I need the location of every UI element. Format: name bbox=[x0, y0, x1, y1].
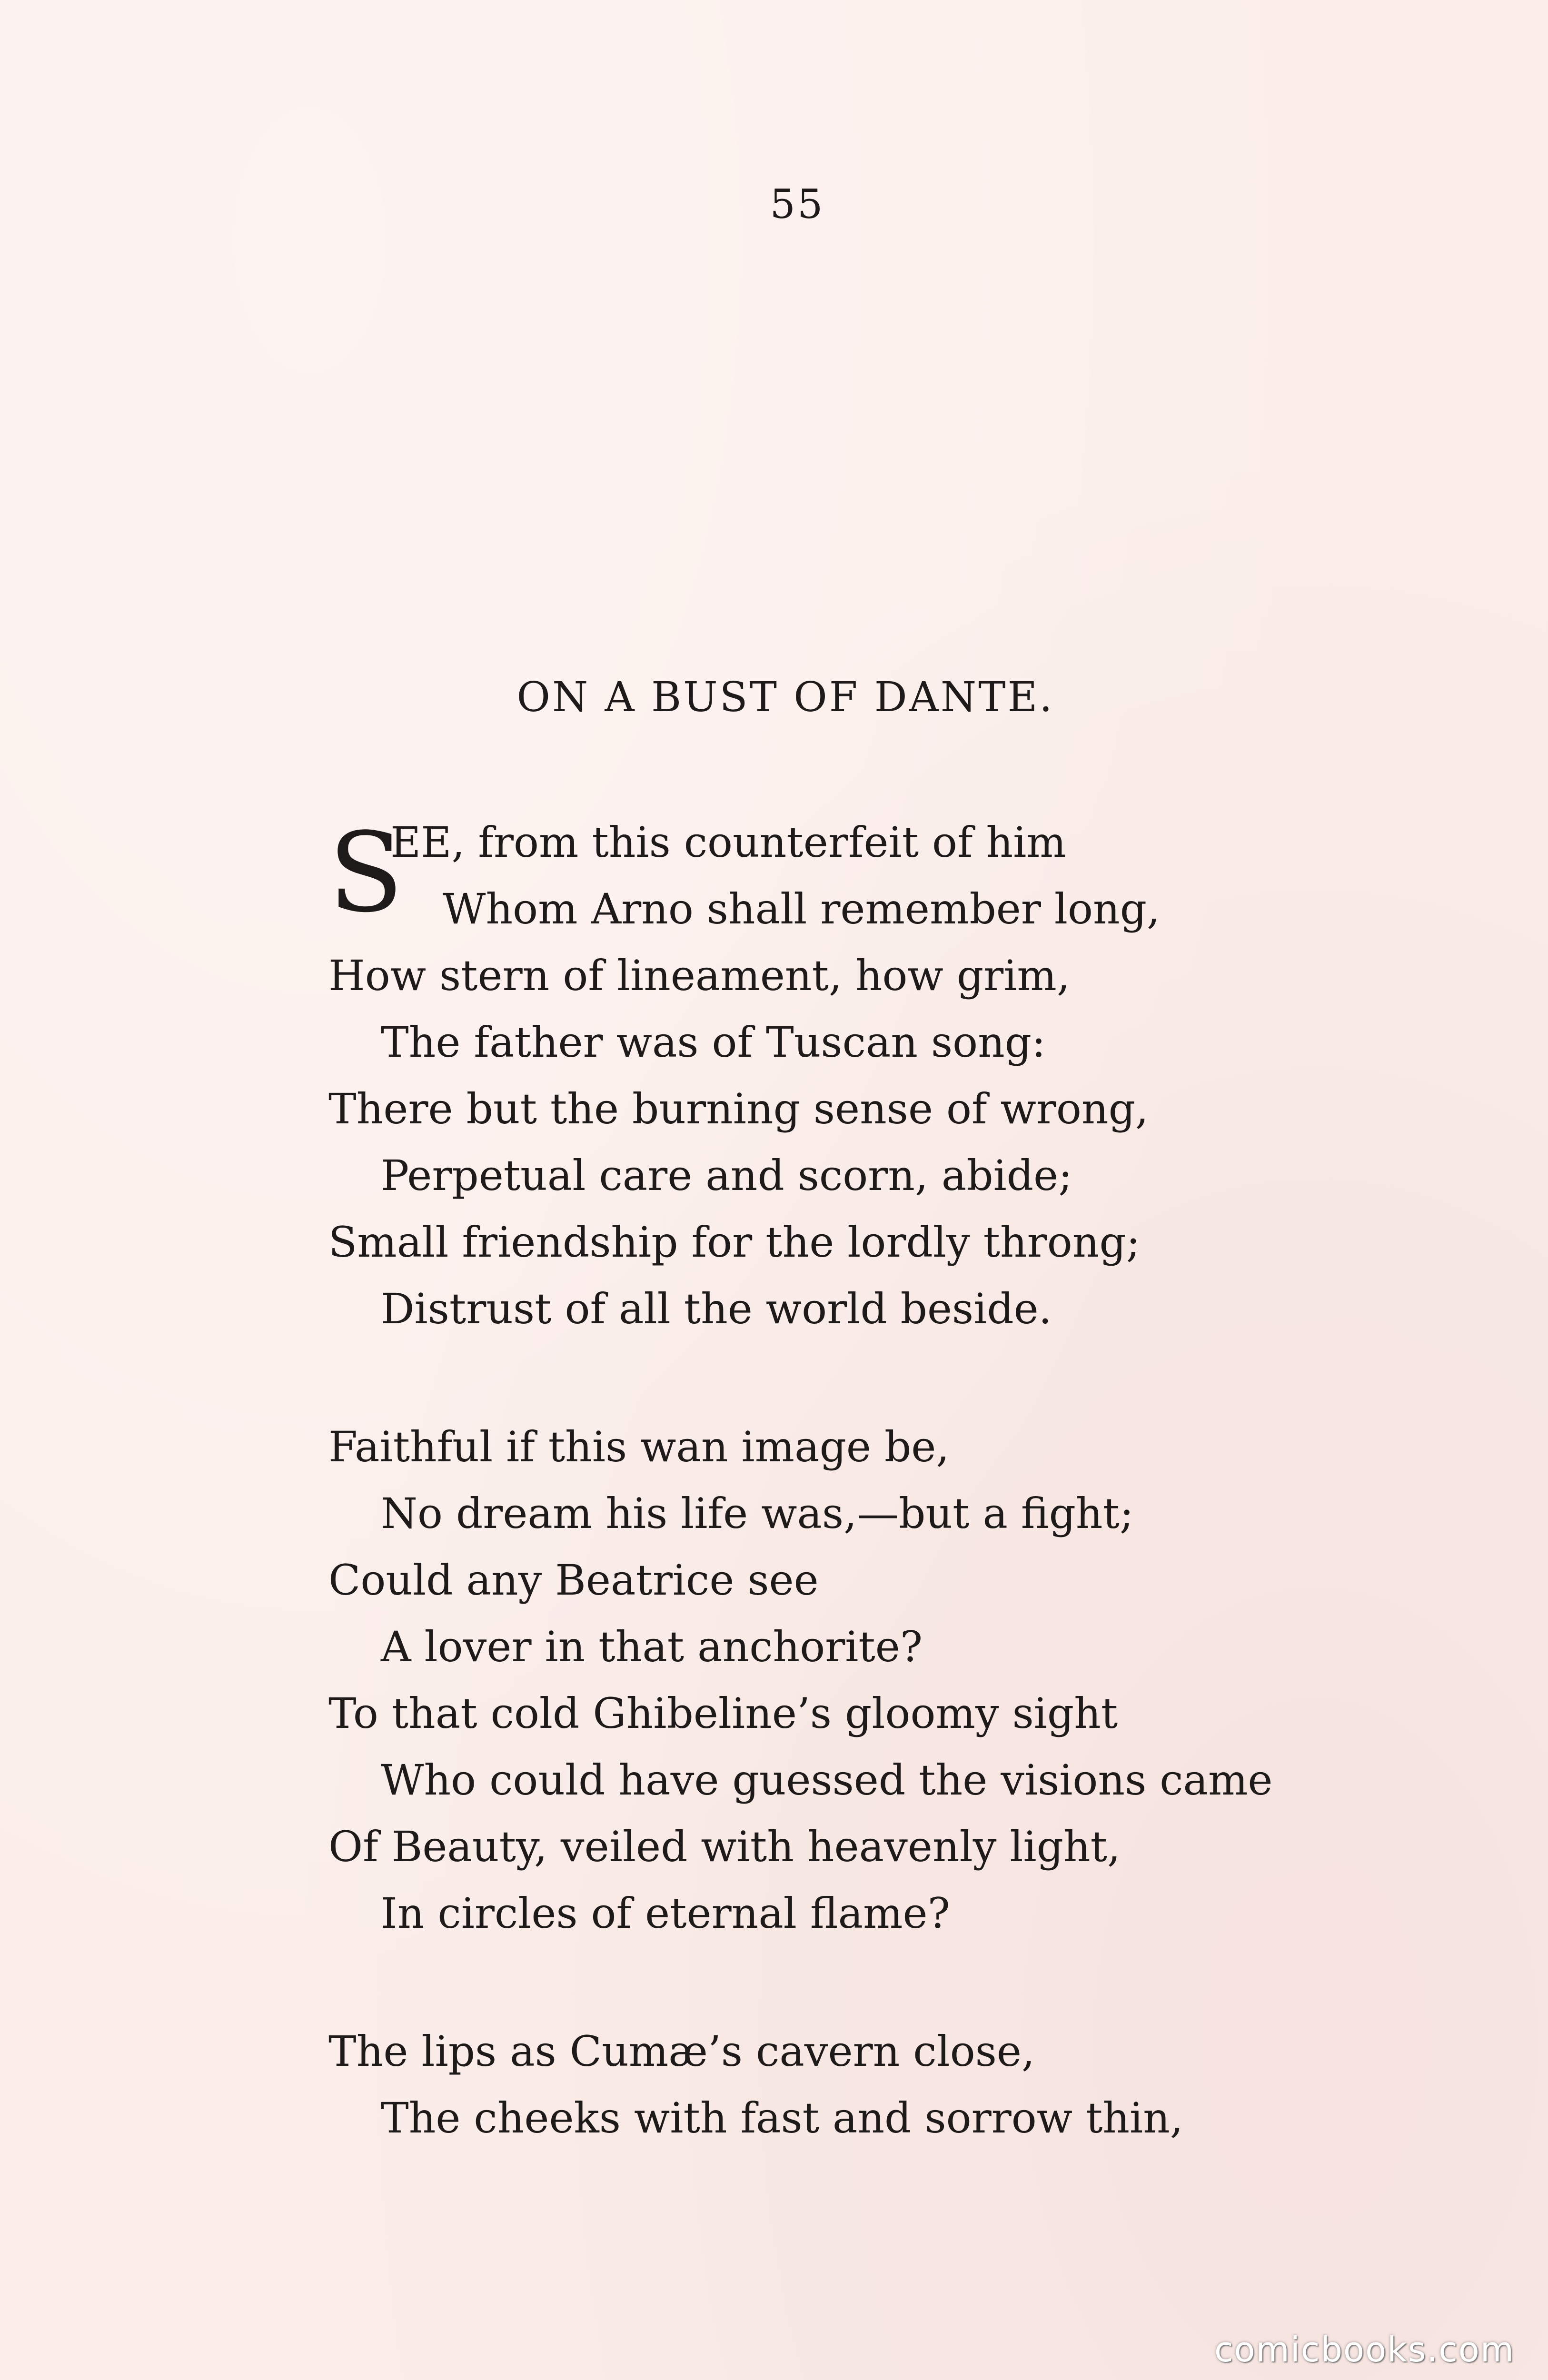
poem-line: Perpetual care and scorn, abide; bbox=[381, 1151, 1072, 1200]
poem-line: Could any Beatrice see bbox=[328, 1556, 819, 1605]
poem-line: The father was of Tuscan song: bbox=[381, 1018, 1046, 1067]
poem-line: Distrust of all the world beside. bbox=[381, 1284, 1052, 1333]
poem-line: The lips as Cumæ’s cavern close, bbox=[328, 2027, 1035, 2076]
drop-cap-letter: S bbox=[328, 810, 404, 937]
poem-line: How stern of lineament, how grim, bbox=[328, 951, 1070, 1000]
poem-line: Who could have guessed the visions came bbox=[381, 1755, 1273, 1805]
poem-line: Whom Arno shall remember long, bbox=[443, 884, 1160, 933]
poem-line: Faithful if this wan image be, bbox=[328, 1422, 950, 1471]
page-number: 55 bbox=[770, 181, 825, 228]
poem-line: A lover in that anchorite? bbox=[381, 1622, 923, 1671]
poem-line: Small friendship for the lordly throng; bbox=[328, 1218, 1141, 1267]
poem-line: No dream his life was,—but a fight; bbox=[381, 1489, 1134, 1538]
poem-line: The cheeks with fast and sorrow thin, bbox=[381, 2093, 1183, 2142]
site-watermark: comicbooks.com bbox=[1214, 2330, 1515, 2370]
poem-line: To that cold Ghibeline’s gloomy sight bbox=[328, 1689, 1118, 1738]
poem-line: There but the burning sense of wrong, bbox=[328, 1084, 1149, 1133]
poem-line: In circles of eternal flame? bbox=[381, 1889, 950, 1938]
poem-line: EE, from this counterfeit of him bbox=[390, 818, 1066, 867]
poem-line: Of Beauty, veiled with heavenly light, bbox=[328, 1822, 1121, 1871]
poem-title: ON A BUST OF DANTE. bbox=[516, 674, 1054, 721]
